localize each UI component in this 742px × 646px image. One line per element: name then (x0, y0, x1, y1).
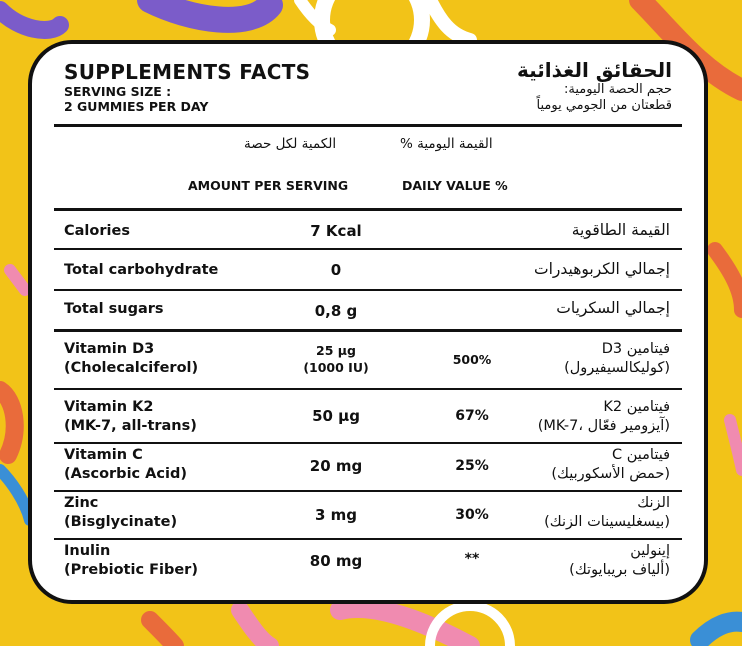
amount-header-en: AMOUNT PER SERVING (188, 178, 349, 193)
serving-size-label-ar: حجم الحصة اليومية: (564, 82, 672, 97)
divider (54, 289, 682, 291)
header-ar (517, 58, 672, 114)
nutrient-name-ar: القيمة الطاقوية (571, 221, 670, 239)
amount-value: 20 mg (309, 457, 363, 475)
nutrient-line-1: إينولين (630, 543, 670, 559)
nutrient-name-en (64, 398, 197, 436)
nutrient-line-2: (كوليكالسيفيرول) (564, 360, 670, 376)
serving-size-value-en: 2 GUMMIES PER DAY (64, 99, 209, 114)
daily-value: 30% (455, 507, 489, 523)
divider (54, 442, 682, 444)
daily-value-header-ar: القيمة اليومية % (400, 136, 493, 152)
table-row (54, 259, 682, 283)
nutrient-line-2: (MK-7, all-trans) (64, 418, 197, 434)
divider (54, 538, 682, 540)
amount-value: 50 µg (312, 407, 360, 425)
nutrient-name-en (64, 542, 198, 580)
table-row (54, 542, 682, 586)
divider (54, 388, 682, 390)
nutrient-line-2: (Ascorbic Acid) (64, 466, 187, 482)
amount-value: 3 mg (314, 506, 358, 524)
nutrient-name-ar (551, 446, 670, 484)
amount-header-ar: الكمية لكل حصة (244, 136, 337, 152)
header-en (64, 60, 310, 114)
amount-line-1: 25 µg (316, 343, 356, 358)
divider (54, 124, 682, 127)
nutrient-name-en (64, 494, 177, 532)
amount-value: 0,8 g (314, 302, 358, 320)
amount-value: 0 (330, 261, 342, 279)
nutrient-name-en: Total carbohydrate (64, 262, 219, 278)
serving-size-value-ar: قطعتان من الجومي يومياً (536, 98, 672, 113)
nutrient-line-2: (حمض الأسكوربيك) (551, 466, 670, 482)
divider (54, 490, 682, 492)
title-en: SUPPLEMENTS FACTS (64, 60, 311, 84)
divider (54, 329, 682, 332)
daily-value: 500% (452, 352, 492, 367)
daily-value: ** (464, 551, 480, 567)
amount-value: 7 Kcal (310, 222, 362, 240)
daily-value: 25% (455, 458, 489, 474)
nutrient-line-2: (آيزومير فعّال ،MK-7) (537, 418, 670, 434)
amount-value: 80 mg (309, 552, 363, 570)
nutrient-line-1: Vitamin C (64, 447, 143, 463)
nutrient-line-1: Inulin (64, 543, 111, 559)
nutrient-name-ar (569, 542, 670, 580)
nutrient-line-2: (Prebiotic Fiber) (64, 562, 198, 578)
divider (54, 208, 682, 211)
nutrient-line-1: Zinc (64, 495, 99, 511)
title-ar: الحقائق الغذائية (516, 58, 672, 82)
supplement-facts-panel (28, 40, 708, 604)
nutrient-line-1: فيتامين C (611, 447, 670, 463)
nutrient-line-1: Vitamin D3 (64, 341, 155, 357)
nutrient-line-1: الزنك (637, 495, 670, 511)
nutrient-line-1: فيتامين K2 (603, 399, 670, 415)
nutrient-name-ar: إجمالي الكربوهيدرات (534, 260, 670, 278)
table-row (54, 340, 682, 384)
nutrient-name-ar (538, 398, 670, 436)
nutrient-line-1: فيتامين D3 (601, 341, 670, 357)
nutrient-line-2: (بيسغليسينات الزنك) (544, 514, 670, 530)
table-row (54, 398, 682, 442)
table-row (54, 494, 682, 538)
nutrient-name-en: Calories (64, 223, 130, 239)
amount-line-2: (1000 IU) (303, 360, 369, 375)
nutrient-name-ar (564, 340, 670, 378)
nutrient-line-1: Vitamin K2 (64, 399, 154, 415)
amount-value (246, 342, 426, 376)
table-row (54, 220, 682, 244)
nutrient-name-en (64, 446, 187, 484)
nutrient-line-2: (Cholecalciferol) (64, 360, 199, 376)
table-row (54, 446, 682, 490)
daily-value-header-en: DAILY VALUE % (402, 178, 508, 193)
nutrient-line-2: (Bisglycinate) (64, 514, 178, 530)
nutrient-name-en (64, 340, 198, 378)
serving-size-label-en: SERVING SIZE : (64, 84, 172, 99)
nutrient-name-ar (544, 494, 670, 532)
divider (54, 248, 682, 250)
nutrient-line-2: (ألياف بريبايوتك) (569, 562, 670, 578)
table-row (54, 298, 682, 322)
daily-value: 67% (455, 408, 489, 424)
nutrient-name-en: Total sugars (64, 301, 164, 317)
nutrient-name-ar: إجمالي السكريات (556, 299, 670, 317)
